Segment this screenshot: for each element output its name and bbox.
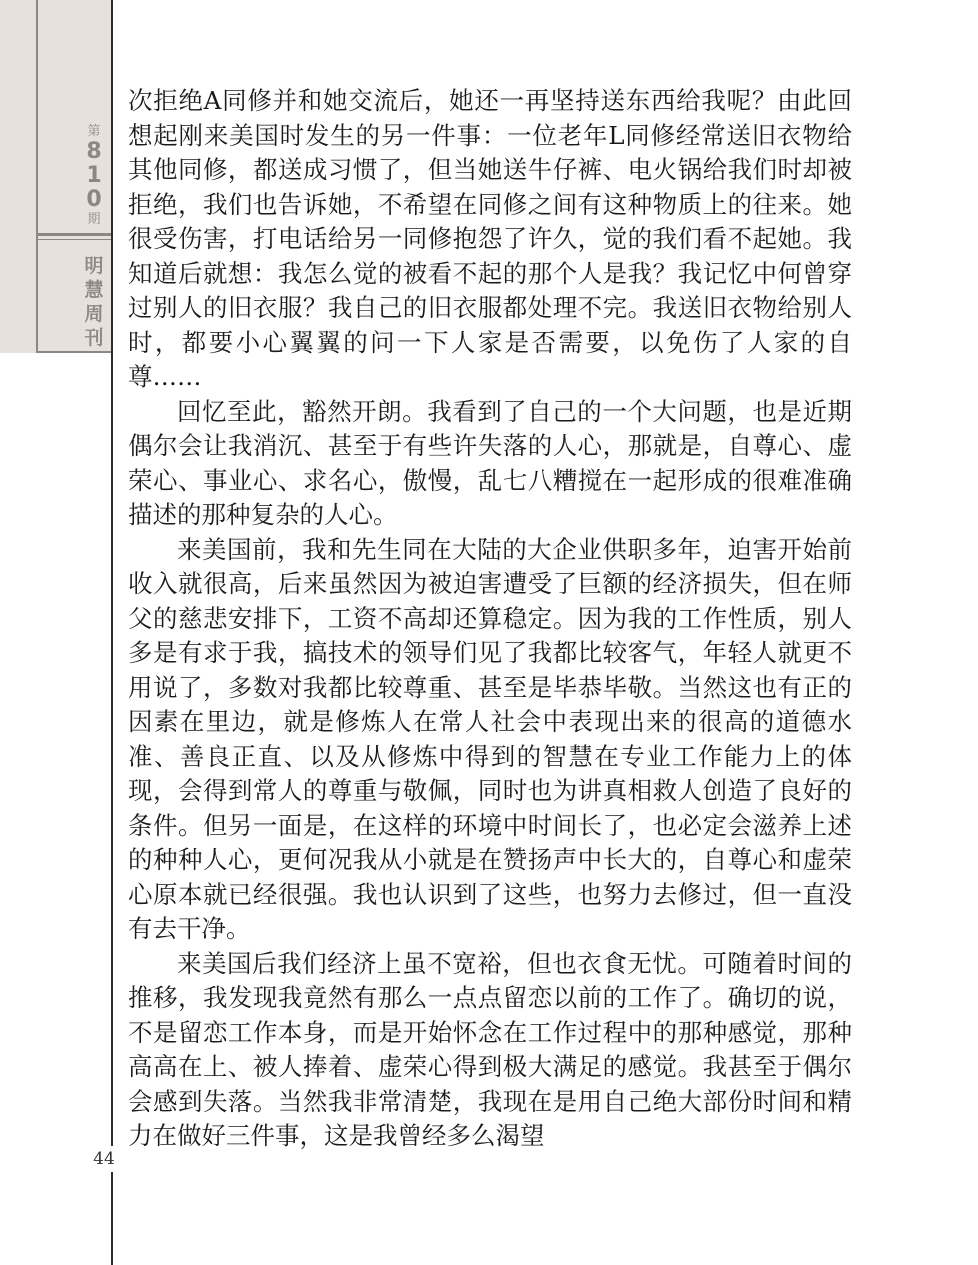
issue-label [78,124,110,228]
issue-digit: 0 [86,187,102,212]
publication-name [80,254,108,350]
tab-bottom-border [38,351,111,353]
sidebar-divider-thin [38,239,111,240]
paragraph: 回忆至此，豁然开朗。我看到了自己的一个大问题，也是近期偶尔会让我消沉、甚至于有些许失落的人心，那就是，自尊心、虚荣心、事业心、求名心，傲慢，乱七八糟搅在一起形成的很难准确描述的那种复杂的人心。 [128,396,852,529]
publication-char: 明 [84,255,104,277]
issue-prefix: 第 [87,124,101,139]
publication-char: 周 [84,303,104,325]
article-body [128,84,852,1154]
sidebar-divider [38,233,111,236]
paragraph: 来美国前，我和先生同在大陆的大企业供职多年，迫害开始前收入就很高，后来虽然因为被迫害遭受了巨额的经济损失，但在师父的慈悲安排下，工资不高却还算稳定。因为我的工作性质，别人多是有求于我，搞技术的领导们见了我都比较客气，年轻人就更不用说了，多数对我都比较尊重、甚至是毕恭毕敬。当然这也有正的因素在里边，就是修炼人在常人社会中表现出来的很高的道德水准、善良正直、以及从修炼中得到的智慧在专业工作能力上的体现，会得到常人的尊重与敬佩，同时也为讲真相救人创造了良好的条件。但另一面是，在这样的环境中时间长了，也必定会滋养上述的种种人心，更何况我从小就是在赞扬声中长大的，自尊心和虚荣心原本就已经很强。我也认识到了这些，也努力去修过，但一直没有去干净。 [128,534,852,943]
page-number: 44 [86,1146,122,1172]
publication-char: 慧 [84,279,104,301]
tab-left-border [36,0,38,353]
issue-suffix: 期 [87,212,101,227]
issue-digit: 8 [86,139,102,164]
paragraph: 次拒绝A同修并和她交流后，她还一再坚持送东西给我呢？由此回想起刚来美国时发生的另一件事：一位老年L同修经常送旧衣物给其他同修，都送成习惯了，但当她送牛仔裤、电火锅给我们时却被拒绝，我们也告诉她，不希望在同修之间有这种物质上的往来。她很受伤害，打电话给另一同修抱怨了许久，觉的我们看不起她。我知道后就想：我怎么觉的被看不起的那个人是我？我记忆中何曾穿过别人的旧衣服？我自己的旧衣服都处理不完。我送旧衣物给别人时，都要小心翼翼的问一下人家是否需要，以免伤了人家的自尊…… [128,86,852,391]
publication-char: 刊 [84,327,104,349]
margin-rule [111,0,113,1265]
issue-digit: 1 [86,163,102,188]
paragraph: 来美国后我们经济上虽不宽裕，但也衣食无忧。可随着时间的推移，我发现我竟然有那么一点点留恋以前的工作了。确切的说，不是留恋工作本身，而是开始怀念在工作过程中的那种感觉，那种高高在上、被人捧着、虚荣心得到极大满足的感觉。我甚至于偶尔会感到失落。当然我非常清楚，我现在是用自己绝大部份时间和精力在做好三件事，这是我曾经多么渴望 [128,948,852,1150]
